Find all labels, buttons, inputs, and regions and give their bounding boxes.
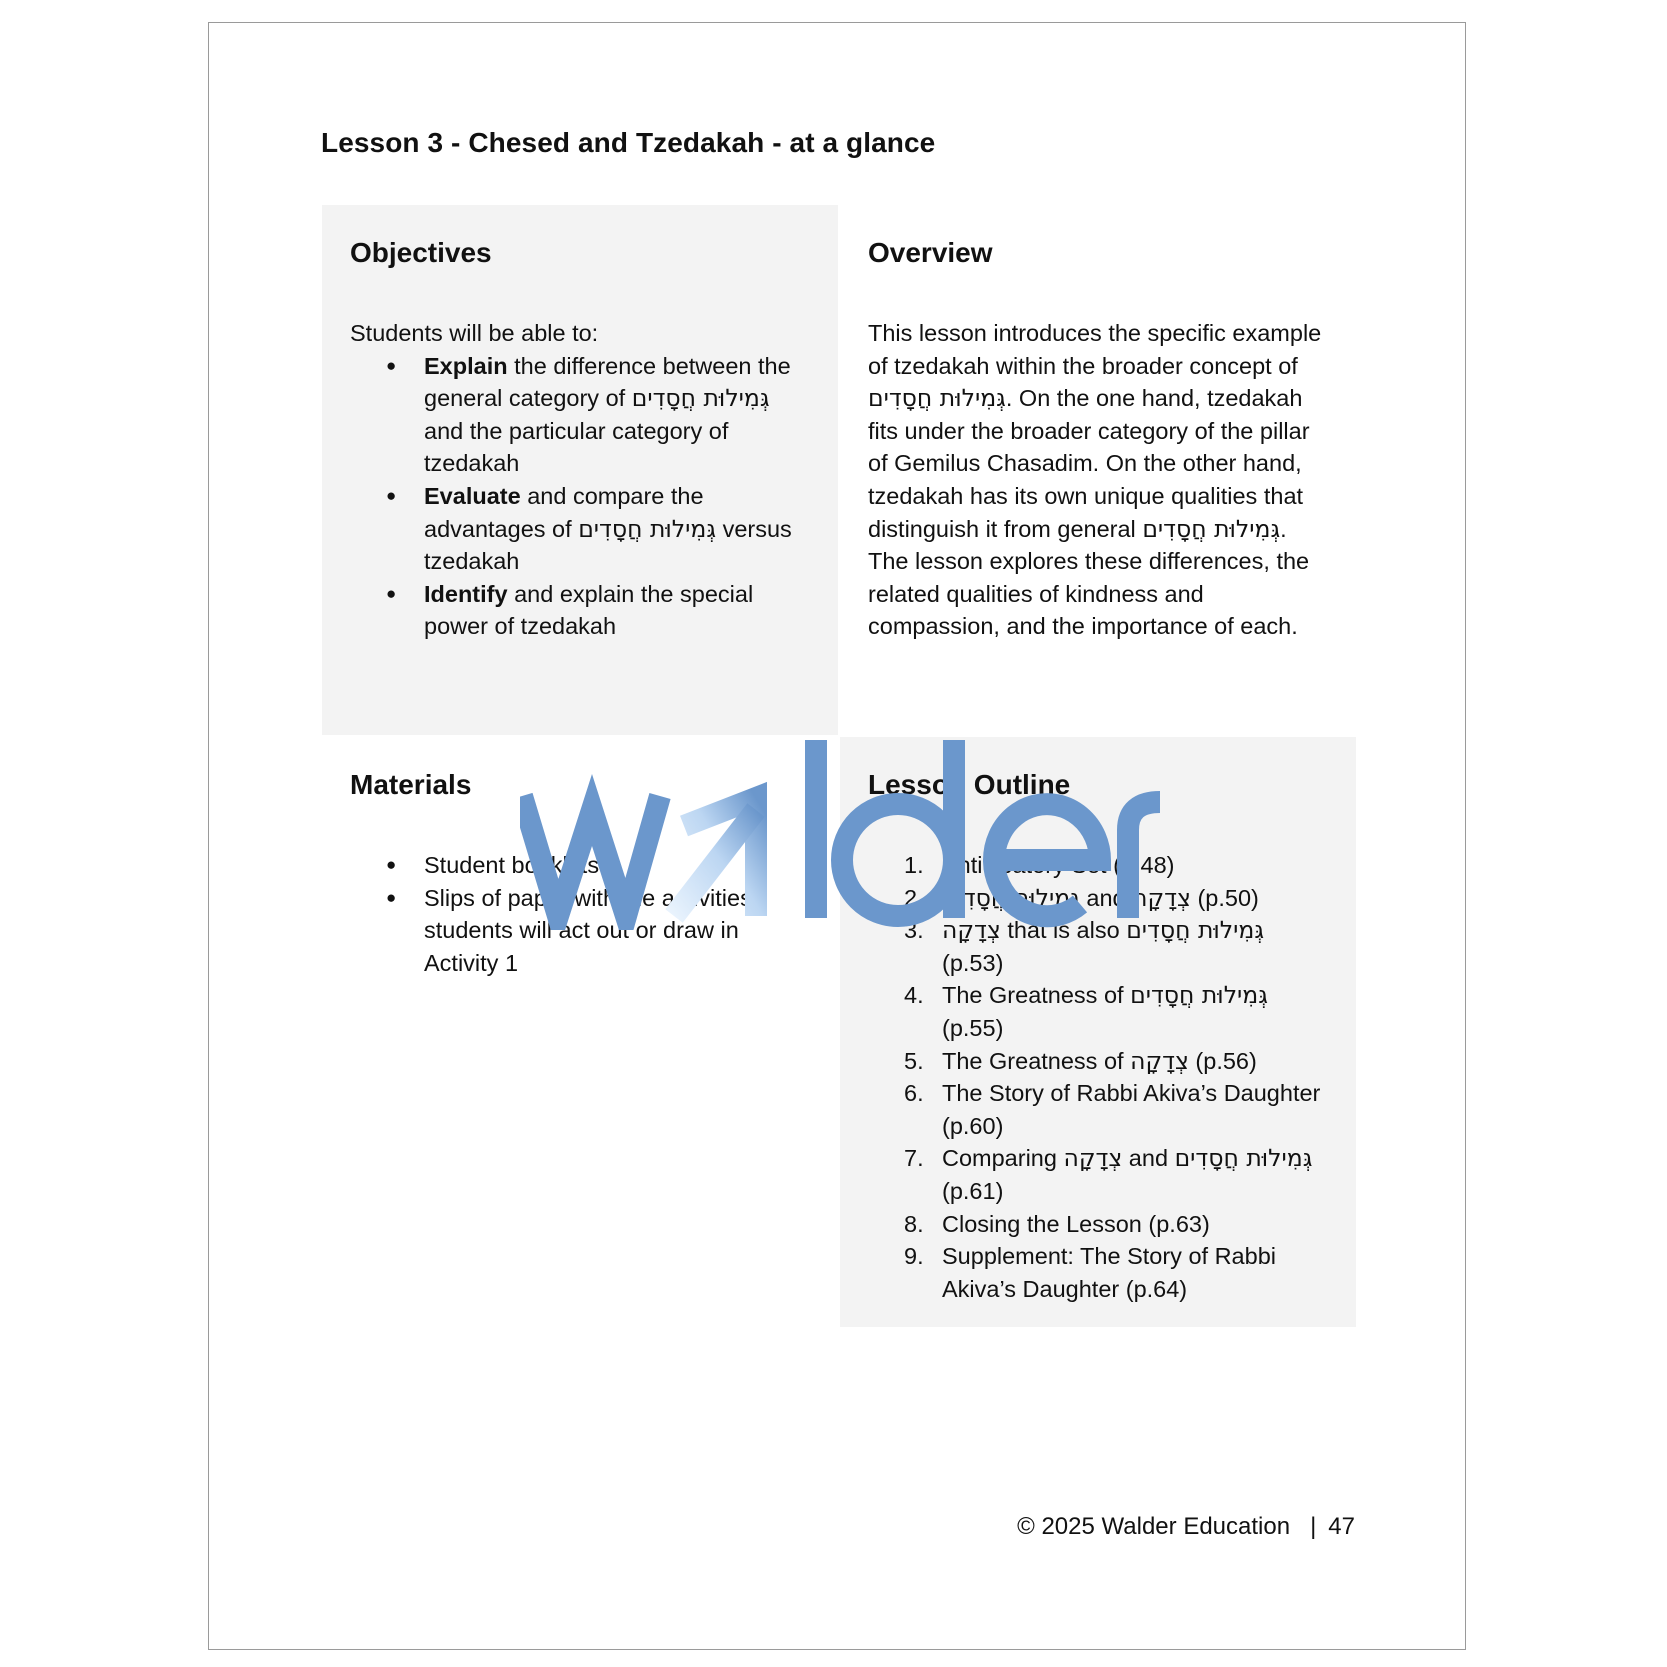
objective-item: ● Explain the difference between the general category of גְּמִילוּת חֲסָדִים and the particular category of tzedakah: [424, 350, 810, 480]
objectives-intro: Students will be able to:: [350, 320, 599, 346]
overview-section: [840, 205, 1356, 735]
outline-item: 8. Closing the Lesson (p.63): [904, 1210, 1210, 1237]
material-item: ● Student booklets: [424, 849, 810, 882]
outline-item: 3. צְדָקָה that is also גְּמִילוּת חֲסָדִים (p.53): [904, 916, 1265, 976]
lesson-outline-section: [840, 737, 1356, 1327]
outline-item: 1. Anticipatory Set (p.48): [904, 852, 1175, 878]
outline-item: 4. The Greatness of גְּמִילוּת חֲסָדִים (p.55): [904, 981, 1268, 1041]
objectives-heading: Objectives: [350, 237, 492, 268]
outline-item: 7. Comparing צְדָקָה and גְּמִילוּת חֲסָדִים (p.61): [904, 1144, 1313, 1204]
materials-list: [350, 849, 810, 979]
outline-item: 5. The Greatness of צְדָקָה (p.56): [904, 1046, 1257, 1075]
overview-text: This lesson introduces the specific example of tzedakah within the broader concept of גְּמִילוּת חֲסָדִים. On the one hand, tzedakah fits under the broader category of the pillar of Gemilus Chasadim. On the other hand, tzedakah has its own unique qualities that distinguish it from general גְּמִילוּת חֲסָדִים. The lesson explores these differences, the related qualities of kindness and compassion, and the importance of each.: [868, 320, 1322, 640]
outline-item: 9. Supplement: The Story of Rabbi Akiva’s Daughter (p.64): [904, 1243, 1276, 1302]
page-number: 47: [1328, 1513, 1355, 1540]
page-footer: [1017, 1513, 1355, 1541]
objective-item: ● Identify and explain the special power of tzedakah: [424, 578, 810, 643]
objectives-list: [350, 350, 810, 643]
materials-heading: Materials: [350, 769, 472, 800]
objectives-section: [322, 205, 838, 735]
outline-item: 6. The Story of Rabbi Akiva’s Daughter (p.60): [904, 1080, 1321, 1139]
outline-item: 2. גְּמִילוּת חֲסָדִים and צְדָקָה (p.50): [904, 883, 1259, 912]
page-title: Lesson 3 - Chesed and Tzedakah - at a glance: [321, 127, 936, 158]
document-page: [208, 22, 1466, 1650]
copyright-text: © 2025 Walder Education: [1017, 1513, 1291, 1540]
footer-separator: |: [1310, 1513, 1317, 1540]
overview-heading: Overview: [868, 237, 993, 268]
lesson-outline-heading: Lesson Outline: [868, 769, 1071, 800]
lesson-outline-list: [868, 849, 1328, 1305]
material-item: ● Slips of paper with the activities students will act out or draw in Activity 1: [424, 882, 810, 980]
materials-section: [322, 737, 838, 1327]
objective-item: ● Evaluate and compare the advantages of גְּמִילוּת חֲסָדִים versus tzedakah: [424, 480, 810, 578]
